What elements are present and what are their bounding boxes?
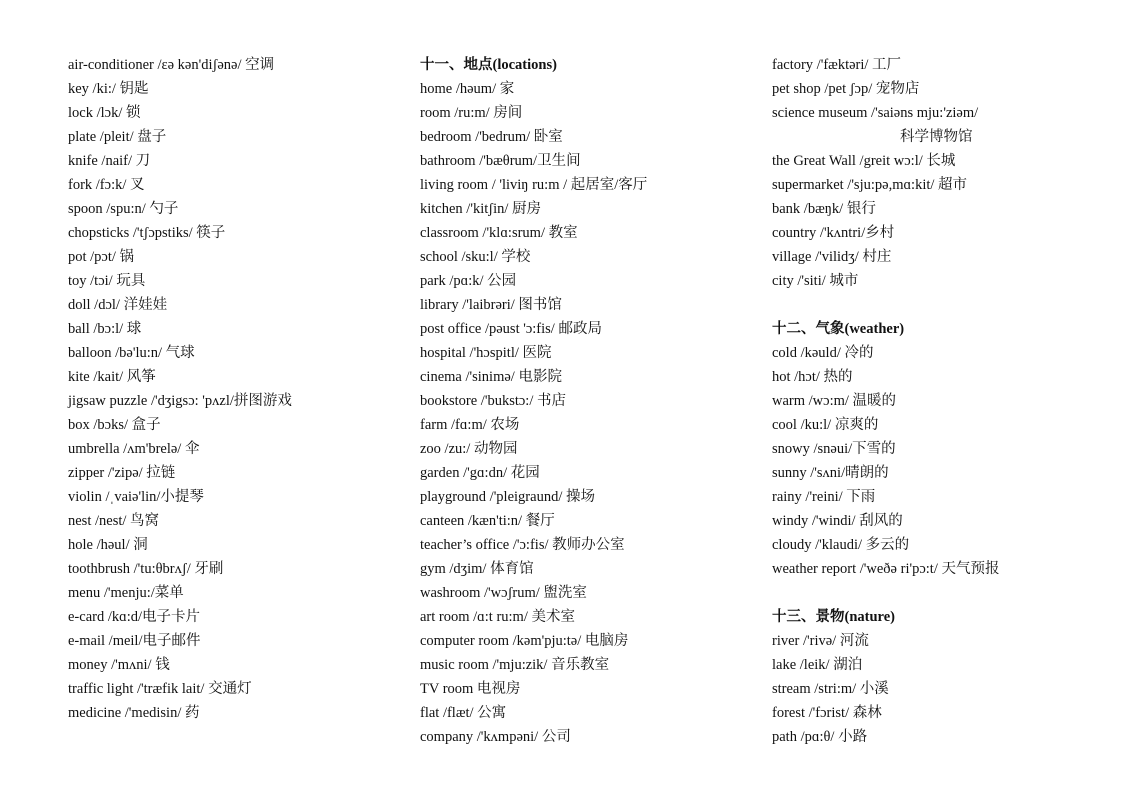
vocab-entry: hot /hɔt/ 热的 (772, 369, 853, 385)
vocab-entry: country /'kʌntri/乡村 (772, 225, 895, 241)
vocab-entry: path /pɑ:θ/ 小路 (772, 729, 868, 745)
vocab-entry: weather report /'weðə ri'pɔ:t/ 天气预报 (772, 561, 1000, 577)
vocab-entry: e-mail /meil/电子邮件 (68, 633, 201, 649)
vocab-entry: chopsticks /'tʃɔpstiks/ 筷子 (68, 225, 226, 241)
vocab-entry: city /'siti/ 城市 (772, 273, 859, 289)
vocab-entry: classroom /'klɑ:srum/ 教室 (420, 225, 578, 241)
vocab-entry: flat /flæt/ 公寓 (420, 705, 507, 721)
vocab-entry: lake /leik/ 湖泊 (772, 657, 863, 673)
vocab-entry: 科学博物馆 (900, 129, 973, 145)
spacer (772, 293, 1112, 317)
vocab-entry: home /həum/ 家 (420, 81, 515, 97)
vocab-entry: river /'rivə/ 河流 (772, 633, 869, 649)
vocab-entry: school /sku:l/ 学校 (420, 249, 531, 265)
vocab-entry: zoo /zu:/ 动物园 (420, 441, 518, 457)
vocab-entry: supermarket /'sju:pə,mɑ:kit/ 超市 (772, 177, 968, 193)
vocab-entry: hole /həul/ 洞 (68, 537, 148, 553)
vocab-entry: library /'laibrəri/ 图书馆 (420, 297, 562, 313)
vocab-entry: playground /'pleigraund/ 操场 (420, 489, 595, 505)
vocab-entry: village /'vilidʒ/ 村庄 (772, 249, 892, 265)
vocab-entry: pet shop /pet ʃɔp/ 宠物店 (772, 81, 920, 97)
vocab-entry: violin /ˌvaiə'lin/小提琴 (68, 489, 204, 505)
vocab-entry: bank /bæŋk/ 银行 (772, 201, 876, 217)
vocab-entry: the Great Wall /greit wɔ:l/ 长城 (772, 153, 956, 169)
vocab-entry: air-conditioner /ɛə kən'diʃənə/ 空调 (68, 57, 275, 73)
vocab-entry: kitchen /'kitʃin/ 厨房 (420, 201, 542, 217)
vocab-entry: teacher’s office /'ɔ:fis/ 教师办公室 (420, 537, 625, 553)
spacer (772, 581, 1112, 605)
vocab-entry: garden /'gɑ:dn/ 花园 (420, 465, 540, 481)
vocab-entry: spoon /spu:n/ 勺子 (68, 201, 179, 217)
vocab-entry: kite /kait/ 风筝 (68, 369, 156, 385)
vocab-entry: pot /pɔt/ 锅 (68, 249, 135, 265)
vocab-entry: rainy /'reini/ 下雨 (772, 489, 876, 505)
column-1 (68, 53, 408, 725)
vocab-entry: nest /nest/ 鸟窝 (68, 513, 160, 529)
vocab-entry: stream /stri:m/ 小溪 (772, 681, 889, 697)
vocab-entry: doll /dɔl/ 洋娃娃 (68, 297, 168, 313)
vocab-entry: ball /bɔ:l/ 球 (68, 321, 142, 337)
vocab-entry: windy /'windi/ 刮风的 (772, 513, 903, 529)
vocab-entry: music room /'mju:zik/ 音乐教室 (420, 657, 610, 673)
vocab-entry: forest /'fɔrist/ 森林 (772, 705, 882, 721)
vocab-entry: computer room /kəm'pju:tə/ 电脑房 (420, 633, 629, 649)
vocab-entry: gym /dʒim/ 体育馆 (420, 561, 534, 577)
vocab-entry: cinema /'sinimə/ 电影院 (420, 369, 562, 385)
vocab-entry: cool /ku:l/ 凉爽的 (772, 417, 879, 433)
vocab-entry: farm /fɑ:m/ 农场 (420, 417, 520, 433)
vocab-entry: bathroom /'bæθrum/卫生间 (420, 153, 581, 169)
vocab-entry: menu /'menju:/菜单 (68, 585, 184, 601)
vocab-entry: knife /naif/ 刀 (68, 153, 151, 169)
vocab-entry: cold /kəuld/ 冷的 (772, 345, 874, 361)
vocab-entry: post office /pəust 'ɔ:fis/ 邮政局 (420, 321, 602, 337)
vocab-entry: sunny /'sʌni/晴朗的 (772, 465, 889, 481)
column-3 (772, 53, 1112, 749)
vocab-entry: bedroom /'bedrum/ 卧室 (420, 129, 563, 145)
vocab-entry: bookstore /'bukstɔ:/ 书店 (420, 393, 566, 409)
vocab-entry: factory /'fæktəri/ 工厂 (772, 57, 902, 73)
vocab-entry: umbrella /ʌm'brelə/ 伞 (68, 441, 200, 457)
vocab-entry: jigsaw puzzle /'dʒigsɔ: 'pʌzl/拼图游戏 (68, 393, 292, 409)
vocab-entry: living room / 'liviŋ ru:m / 起居室/客厅 (420, 177, 648, 193)
vocab-entry: TV room 电视房 (420, 681, 521, 697)
vocab-entry: park /pɑ:k/ 公园 (420, 273, 517, 289)
vocab-entry: plate /pleit/ 盘子 (68, 129, 167, 145)
vocab-entry: toy /tɔi/ 玩具 (68, 273, 146, 289)
vocab-entry: traffic light /'træfik lait/ 交通灯 (68, 681, 252, 697)
vocab-entry: warm /wɔ:m/ 温暖的 (772, 393, 897, 409)
vocab-entry: toothbrush /'tu:θbrʌʃ/ 牙刷 (68, 561, 224, 577)
vocab-entry: balloon /bə'lu:n/ 气球 (68, 345, 195, 361)
vocab-entry: washroom /'wɔʃrum/ 盥洗室 (420, 585, 587, 601)
column-2 (420, 53, 760, 749)
vocab-entry: snowy /snəui/下雪的 (772, 441, 896, 457)
vocab-entry: cloudy /'klaudi/ 多云的 (772, 537, 910, 553)
vocab-entry: zipper /'zipə/ 拉链 (68, 465, 176, 481)
section-heading: 十三、景物(nature) (772, 609, 895, 625)
vocab-entry: lock /lɔk/ 锁 (68, 105, 141, 121)
section-heading: 十二、气象(weather) (772, 321, 905, 337)
vocab-entry: canteen /kæn'ti:n/ 餐厅 (420, 513, 555, 529)
vocab-entry: art room /ɑ:t ru:m/ 美术室 (420, 609, 575, 625)
vocab-entry: room /ru:m/ 房间 (420, 105, 523, 121)
vocab-entry: science museum /'saiəns mju:'ziəm/ (772, 105, 979, 121)
vocab-entry: money /'mʌni/ 钱 (68, 657, 170, 673)
vocab-entry: e-card /kɑ:d/电子卡片 (68, 609, 201, 625)
vocab-entry: company /'kʌmpəni/ 公司 (420, 729, 571, 745)
vocab-entry: hospital /'hɔspitl/ 医院 (420, 345, 552, 361)
section-heading: 十一、地点(locations) (420, 57, 557, 73)
vocab-entry: medicine /'medisin/ 药 (68, 705, 200, 721)
vocab-entry: key /ki:/ 钥匙 (68, 81, 149, 97)
vocab-entry: box /bɔks/ 盒子 (68, 417, 161, 433)
vocab-entry: fork /fɔ:k/ 叉 (68, 177, 145, 193)
